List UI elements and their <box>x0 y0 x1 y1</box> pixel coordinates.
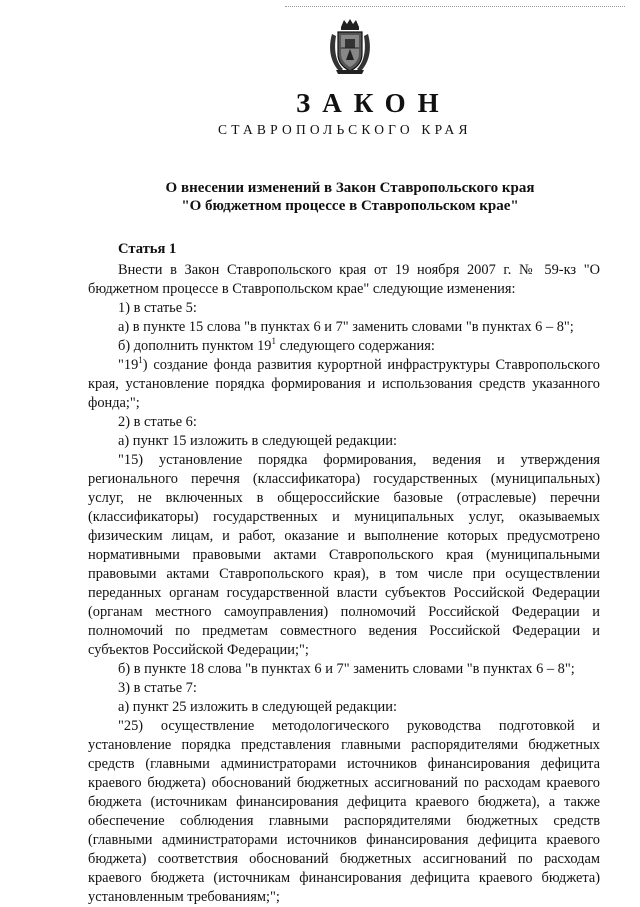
coat-of-arms-icon <box>326 18 374 76</box>
paragraph: б) дополнить пунктом $19^1$ следующего содержания: <box>118 336 435 354</box>
document-heading <box>0 179 640 215</box>
paragraph: 2) в статье 6: <box>118 414 197 430</box>
paragraph: а) пункт 15 изложить в следующей редакции: <box>118 433 397 449</box>
paragraph: Внести в Закон Ставропольского края от 19 ноября 2007 г. № 59-кз "О бюджетном процессе в Ставропольском крае" следующие изменения: <box>88 262 600 297</box>
paragraph: "25) осуществление методологического руководства подготовкой и установление порядка представления главными распорядителями бюджетных средств (главными администраторами источников финансирования дефицита краевого бюджета) обоснований бюджетных ассигнований по расходам краевого бюджета (источникам финансирования дефицита краевого бюджета), а также обеспечение соблюдения главными распорядителями бюджетных средств (главными администраторами источников финансирования дефицита краевого бюджета) соответствия обоснований бюджетных ассигнований по расходам краевого бюджета (источникам финансирования дефицита краевого бюджета) установленным требованиям;"; <box>88 718 600 905</box>
law-subtitle: СТАВРОПОЛЬСКОГО КРАЯ <box>218 122 472 137</box>
paragraph: б) в пункте 18 слова "в пунктах 6 и 7" заменить словами "в пунктах 6 – 8"; <box>118 661 575 677</box>
paragraph: 3) в статье 7: <box>118 680 197 696</box>
law-title: ЗАКОН <box>296 88 451 118</box>
heading-line-1: О внесении изменений в Закон Ставропольского края <box>165 180 535 196</box>
paragraph: а) пункт 25 изложить в следующей редакции: <box>118 699 397 715</box>
article-title: Статья 1 <box>118 241 177 257</box>
paragraph: "$19^1$) создание фонда развития курортной инфраструктуры Ставропольского края, установление порядка формирования и использования средств указанного фонда;"; <box>88 355 600 411</box>
heading-line-2: "О бюджетном процессе в Ставропольском крае" <box>181 198 519 214</box>
paragraph: 1) в статье 5: <box>118 300 197 316</box>
paragraph: "15) установление порядка формирования, ведения и утверждения регионального перечня (классификатора) государственных (муниципальных) услуг, не включенных в общероссийские базовые (отраслевые) перечни (классификаторы) государственных и муниципальных услуг, оказываемых физическим лицам, и работ, оказание и выполнение которых предусмотрено нормативными правовыми актами Ставропольского края (муниципальными правовыми актами Ставропольского края), в том числе при осуществлении переданных органам государственной власти субъектов Российской Федерации (органам местного самоуправления) полномочий Российской Федерации и полномочий по предметам совместного ведения Российской Федерации и субъектов Российской Федерации;"; <box>88 452 600 658</box>
scan-edge-line <box>285 6 625 7</box>
paragraph: а) в пункте 15 слова "в пунктах 6 и 7" заменить словами "в пунктах 6 – 8"; <box>118 319 574 335</box>
document-body <box>88 240 600 907</box>
